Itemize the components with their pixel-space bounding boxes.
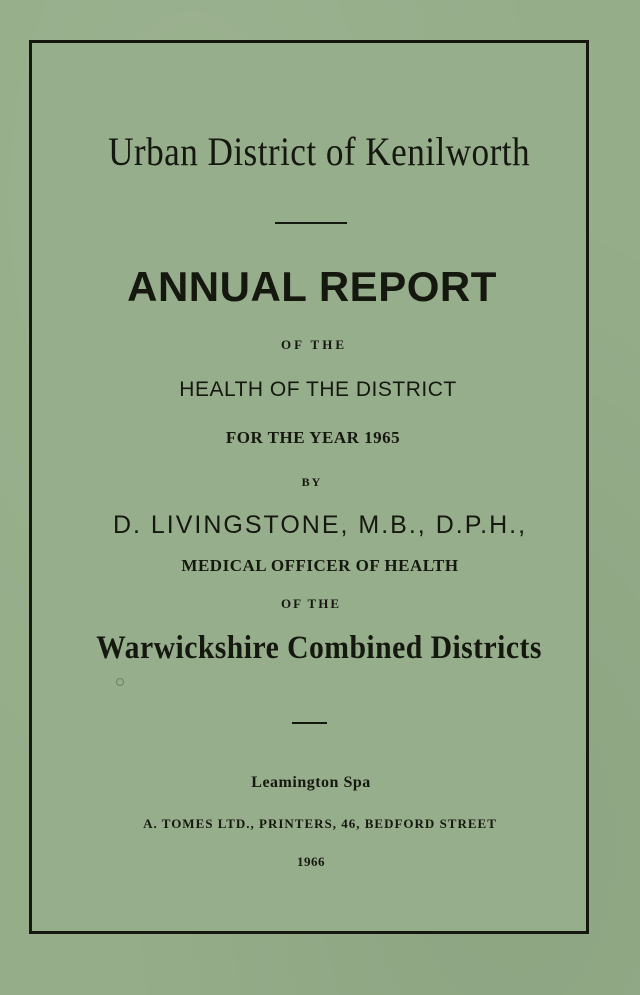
report-title: ANNUAL REPORT bbox=[127, 263, 497, 310]
author-name: D. LIVINGSTONE, M.B., D.P.H., bbox=[112, 511, 528, 539]
printer-imprint: A. TOMES LTD., PRINTERS, 46, BEDFORD STREET bbox=[143, 816, 497, 831]
divider-rule-top bbox=[275, 222, 347, 224]
author-role: MEDICAL OFFICER OF HEALTH bbox=[181, 556, 459, 575]
of-the-connector-2: OF THE bbox=[280, 596, 342, 611]
of-the-connector-1: OF THE bbox=[280, 337, 348, 352]
divider-rule-bottom bbox=[292, 722, 327, 724]
authority-heading: Urban District of Kenilworth bbox=[108, 129, 530, 174]
district-group-heading: Warwickshire Combined Districts bbox=[96, 630, 542, 666]
report-period: FOR THE YEAR 1965 bbox=[225, 428, 401, 447]
publication-place: Leamington Spa bbox=[251, 774, 371, 791]
publication-year: 1966 bbox=[297, 854, 325, 869]
report-subject: HEALTH OF THE DISTRICT bbox=[179, 378, 457, 401]
paper-blemish bbox=[116, 678, 124, 686]
by-connector: BY bbox=[301, 475, 323, 489]
